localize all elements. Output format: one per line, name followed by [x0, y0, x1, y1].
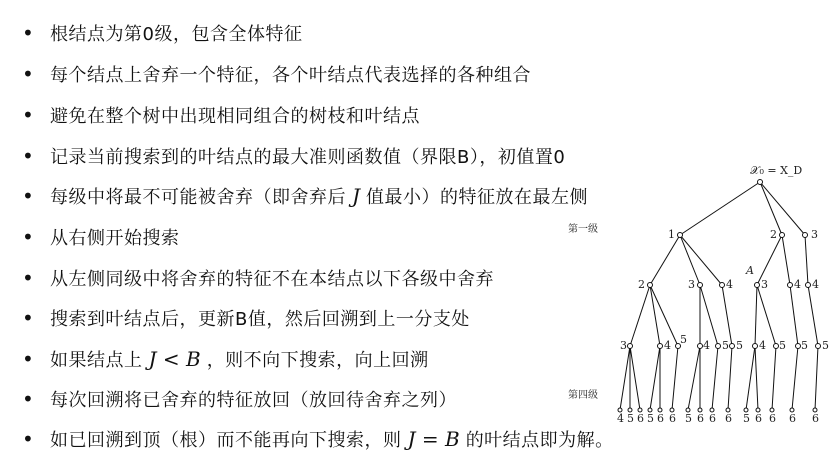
- bullet-item: [22, 420, 614, 458]
- bullet-dot: •: [22, 266, 34, 290]
- bullet-text-pre: 如果结点上: [50, 350, 143, 371]
- tree-nodes: [618, 180, 821, 413]
- bullet-text-pre: 每级中将最不可能被舍弃（即舍弃后: [50, 187, 346, 208]
- bullet-text-pre: 如已回溯到顶（根）而不能再向下搜索，则: [50, 430, 402, 451]
- bullet-item: [22, 259, 494, 297]
- bullet-text: 从右侧开始搜索: [50, 228, 180, 249]
- svg-text:6: 6: [657, 412, 664, 425]
- svg-text:4: 4: [726, 278, 733, 291]
- root-label: 𝒳₀ = X_D: [750, 164, 803, 177]
- bullet-dot: •: [22, 103, 34, 127]
- svg-text:6: 6: [637, 412, 644, 425]
- bullet-text-post: ，则不向下搜索，向上回溯: [206, 350, 429, 371]
- svg-text:5: 5: [722, 339, 729, 352]
- svg-text:5: 5: [627, 412, 634, 425]
- math-j: J: [352, 184, 361, 208]
- svg-text:5: 5: [736, 339, 743, 352]
- bullet-text: 避免在整个树中出现相同组合的树枝和叶结点: [50, 106, 420, 127]
- bullet-item: [22, 299, 470, 337]
- svg-text:5: 5: [685, 412, 692, 425]
- bullet-item: [22, 340, 429, 378]
- bullet-dot: •: [22, 306, 34, 330]
- bullet-dot: •: [22, 387, 34, 411]
- svg-text:3: 3: [688, 278, 695, 291]
- math-j-equals-b: J = B: [407, 427, 460, 451]
- svg-text:1: 1: [668, 228, 675, 241]
- bullet-item: [22, 137, 565, 175]
- svg-text:2: 2: [770, 228, 777, 241]
- math-j-less-b: J < B: [148, 347, 201, 371]
- svg-text:2: 2: [638, 278, 645, 291]
- bullet-dot: •: [22, 347, 34, 371]
- bullet-text: 根结点为第0级，包含全体特征: [50, 24, 303, 45]
- bullet-text: 每个结点上舍弃一个特征，各个叶结点代表选择的各种组合: [50, 65, 531, 86]
- bullet-dot: •: [22, 427, 34, 451]
- bullet-dot: •: [22, 184, 34, 208]
- bullet-text: 每次回溯将已舍弃的特征放回（放回待舍弃之列）: [50, 390, 457, 411]
- svg-text:6: 6: [669, 412, 676, 425]
- bullet-text-post: 值最小）的特征放在最左侧: [366, 187, 589, 208]
- svg-text:3: 3: [761, 278, 768, 291]
- svg-text:4: 4: [703, 339, 710, 352]
- svg-text:4: 4: [759, 339, 766, 352]
- svg-text:5: 5: [801, 339, 808, 352]
- svg-text:6: 6: [755, 412, 762, 425]
- bullet-text: 记录当前搜索到的叶结点的最大准则函数值（界限B），初值置0: [50, 147, 566, 168]
- search-tree-diagram: [560, 160, 836, 463]
- level-four-label: 第四级: [568, 390, 598, 401]
- svg-text:6: 6: [812, 412, 819, 425]
- svg-text:5: 5: [779, 339, 786, 352]
- svg-text:6: 6: [697, 412, 704, 425]
- svg-text:5: 5: [822, 339, 829, 352]
- svg-text:6: 6: [709, 412, 716, 425]
- svg-text:4: 4: [617, 412, 624, 425]
- svg-text:4: 4: [812, 278, 819, 291]
- bullet-item: [22, 96, 420, 134]
- level-one-label: 第一级: [568, 224, 598, 235]
- svg-text:6: 6: [725, 412, 732, 425]
- bullet-dot: •: [22, 225, 34, 249]
- node-a-label: A: [746, 264, 754, 277]
- svg-text:4: 4: [794, 278, 801, 291]
- svg-text:5: 5: [743, 412, 750, 425]
- svg-text:6: 6: [769, 412, 776, 425]
- bullet-item: [22, 177, 588, 215]
- bullet-item: [22, 380, 457, 418]
- bullet-dot: •: [22, 62, 34, 86]
- svg-text:6: 6: [789, 412, 796, 425]
- svg-text:3: 3: [620, 339, 627, 352]
- bullet-text: 从左侧同级中将舍弃的特征不在本结点以下各级中舍弃: [50, 269, 494, 290]
- bullet-dot: •: [22, 21, 34, 45]
- node-numbers: [617, 228, 829, 425]
- bullet-text: 搜索到叶结点后，更新B值，然后回溯到上一分支处: [50, 309, 470, 330]
- bullet-item: [22, 14, 302, 52]
- svg-text:3: 3: [811, 228, 818, 241]
- bullet-item: [22, 55, 531, 93]
- bullet-item: [22, 218, 180, 256]
- bullet-dot: •: [22, 144, 34, 168]
- svg-text:5: 5: [680, 333, 687, 346]
- svg-text:4: 4: [664, 339, 671, 352]
- svg-text:5: 5: [647, 412, 654, 425]
- tree-edges: [620, 182, 818, 410]
- bullet-text-post: 的叶结点即为解。: [465, 430, 614, 451]
